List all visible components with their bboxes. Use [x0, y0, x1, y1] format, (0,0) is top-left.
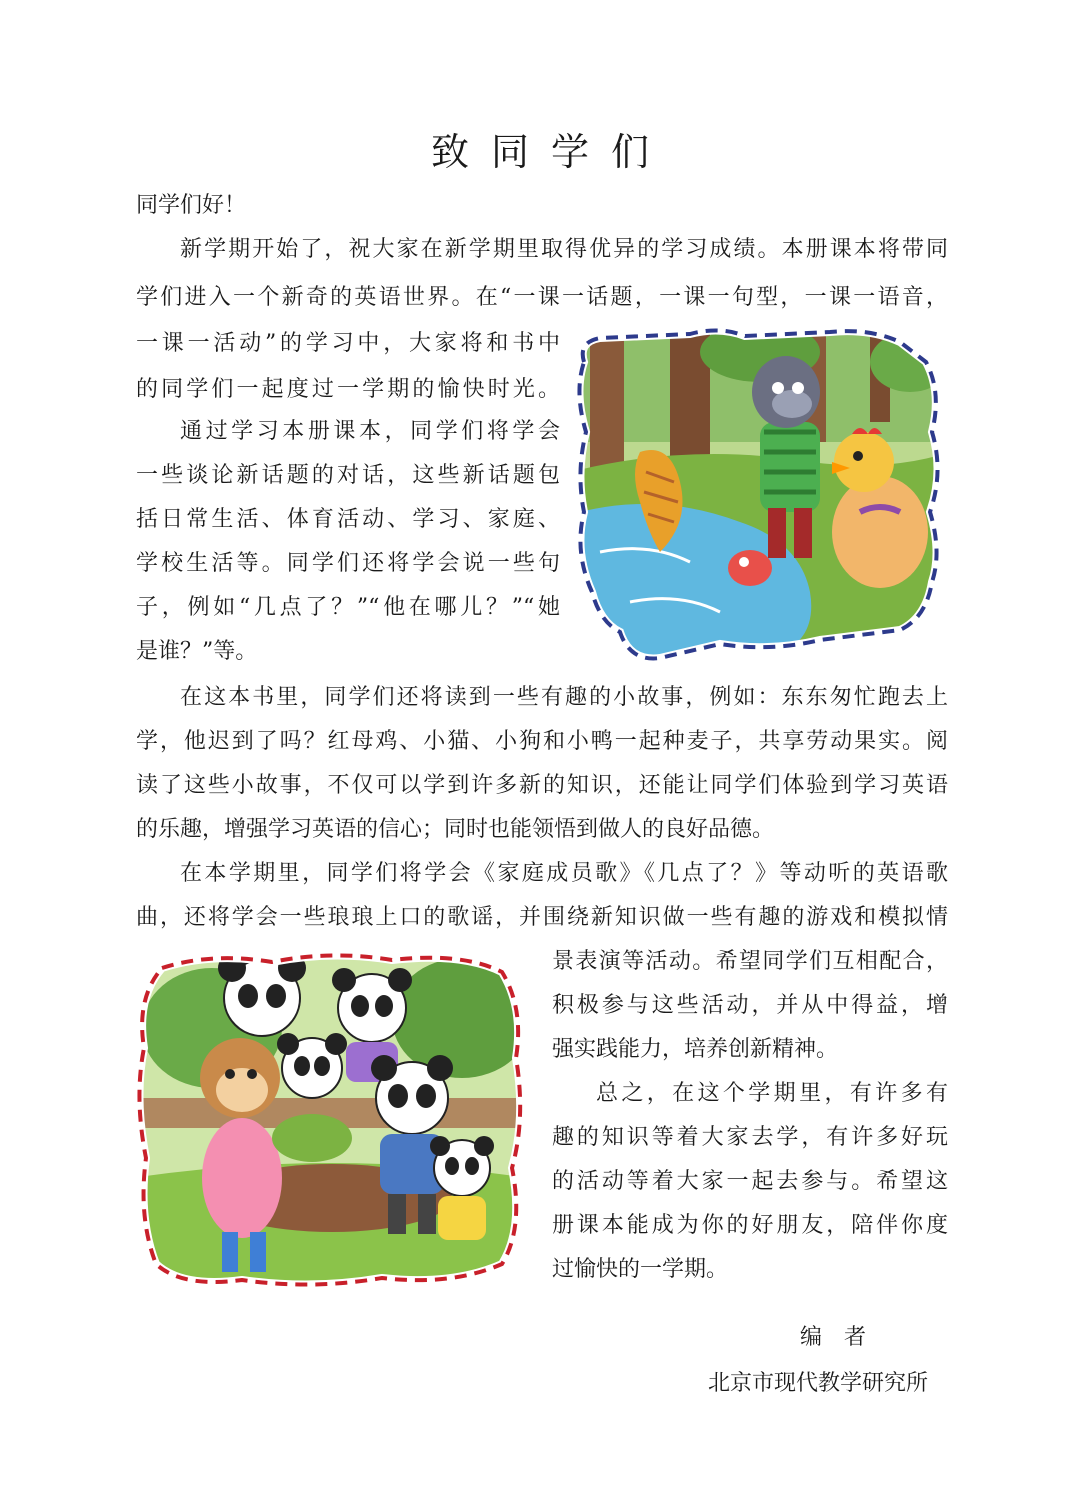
paragraph-2-line-5: 子，例如“几点了？”“他在哪儿？”“她: [136, 595, 560, 620]
paragraph-5-line-2: 趣的知识等着大家去学，有许多好玩: [552, 1125, 948, 1150]
paragraph-5-line-4: 册课本能成为你的好朋友，陪伴你度: [552, 1213, 948, 1238]
paragraph-2-line-1: 通过学习本册课本，同学们将学会: [180, 419, 560, 444]
greeting: 同学们好！: [136, 193, 247, 218]
paragraph-3-line-1: 在这本书里，同学们还将读到一些有趣的小故事，例如：东东匆忙跑去上: [180, 685, 948, 710]
paragraph-4-line-5: 强实践能力，培养创新精神。: [552, 1037, 839, 1062]
page-title: 致同学们: [430, 130, 671, 174]
paragraph-5-line-1: 总之，在这个学期里，有许多有: [596, 1081, 948, 1106]
paragraph-4-line-4: 积极参与这些活动，并从中得益，增: [552, 993, 948, 1018]
editor-label: 编者: [800, 1325, 889, 1350]
paragraph-1-line-1: 新学期开始了，祝大家在新学期里取得优异的学习成绩。本册课本将带同: [180, 237, 948, 262]
paragraph-2-line-2: 一些谈论新话题的对话，这些新话题包: [136, 463, 560, 488]
paragraph-3-line-3: 读了这些小故事，不仅可以学到许多新的知识，还能让同学们体验到学习英语: [136, 773, 948, 798]
paragraph-1-line-2: 学们进入一个新奇的英语世界。在“一课一话题，一课一句型，一课一语音，: [136, 285, 948, 310]
paragraph-4-line-1: 在本学期里，同学们将学会《家庭成员歌》《几点了？》等动听的英语歌: [180, 861, 948, 886]
pandas-monkey-illustration: [132, 948, 528, 1292]
paragraph-1-line-4: 的同学们一起度过一学期的愉快时光。: [136, 377, 560, 402]
paragraph-2-line-3: 括日常生活、体育活动、学习、家庭、: [136, 507, 560, 532]
paragraph-4-line-3: 景表演等活动。希望同学们互相配合，: [552, 949, 948, 974]
paragraph-4-line-2: 曲，还将学会一些琅琅上口的歌谣，并围绕新知识做一些有趣的游戏和模拟情: [136, 905, 948, 930]
paragraph-5-line-5: 过愉快的一学期。: [552, 1257, 729, 1282]
editor-organization: 北京市现代教学研究所: [708, 1371, 929, 1396]
paragraph-5-line-3: 的活动等着大家一起去参与。希望这: [552, 1169, 948, 1194]
forest-pond-illustration: [570, 322, 950, 670]
paragraph-3-line-2: 学，他迟到了吗？红母鸡、小猫、小狗和小鸭一起种麦子，共享劳动果实。阅: [136, 729, 948, 754]
paragraph-3-line-4: 的乐趣，增强学习英语的信心；同时也能领悟到做人的良好品德。: [136, 817, 775, 842]
paragraph-1-line-3: 一课一活动”的学习中，大家将和书中: [136, 331, 560, 356]
paragraph-2-line-4: 学校生活等。同学们还将学会说一些句: [136, 551, 560, 576]
paragraph-2-line-6: 是谁？”等。: [136, 639, 258, 664]
